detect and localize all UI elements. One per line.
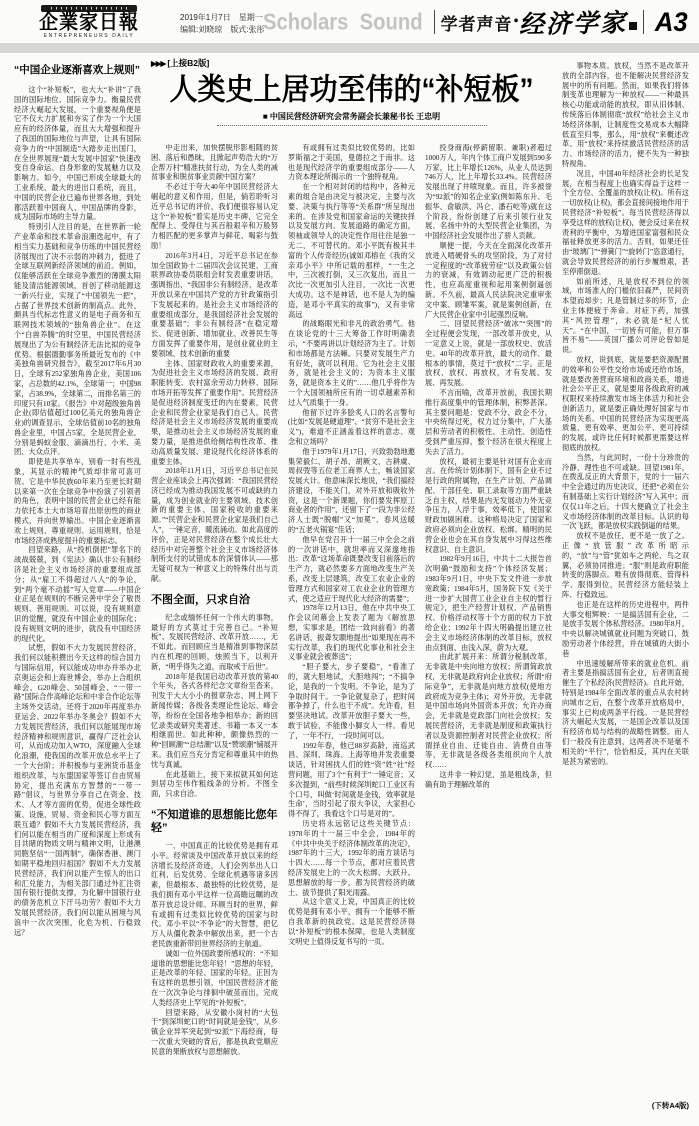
section-brand: 经济学家: [519, 10, 628, 39]
article-paragraph: 放权不是放任，更不是一放了之。正像“放管服”改革所昭示的，“放”与“管”犹如车之两轮、鸟之双翼，必须协同推进；“服”则是政府职能转变的落脚点。唯有放得彻底、管得科学、服得到位，民营经济方能轻装上阵、行稳致远。: [562, 532, 689, 600]
article-paragraph: 在一个相对封闭的结构中，各种元素的组合是由决定与被决定、主要与次要、决策与执行等等“关系群”所呈现出来的。在涉及党和国家命运的关键抉择以及发展方向、发展道路的确定方面，领袖或领导人的决定性作用往往是独一无二、不可替代的。邓小平既有极其丰富的个人传奇经历(诚如邓榕在《我的父亲邓小平》中所记载的那样，“一生之中，三次被打倒，又三次复出，而且一次比一次更加引人注目，一次比一次更大成功。这不是神话，也不是人为的编造，是邓小平真实的故事”)，又有非常高远: [288, 183, 415, 319]
article-paragraph: 2018年是我国启动改革开放的第40个年头，各式各样纪念文章纷至沓来，刊发于大大小小的报章杂志、网上网下新闻传媒；各级各类理论性论坛、峰会等，纷纷在全国各地争相举办；新的回忆录类或研究类著述、书籍一本又一本相继面世。如此种种，颇像热烈的一种“回顾潮”“总结潮”以及“赞颂潮”铺展开来。我们应当充分肯定和尊重其中的热忱与真诚。: [151, 672, 278, 769]
article-paragraph: 从这个意义上说，中国真正的比较优势是拥有邓小平，拥有一个能够不断自我革新的执政党。这是民营经济得以“补短板”的根本保障，也是人类制度文明史上值得反复书写的一页。: [288, 898, 415, 946]
byline-text: 中国民营经济研究会常务副会长兼秘书长 王忠明: [269, 112, 441, 121]
section-divider: [434, 10, 435, 34]
article-paragraph: 如前所述，凡是放权不到位的领域，市场准入的门槛依旧森严，民间资本望而却步；凡是管制过多的环节，企业主体便疲于奔命。对症下药，加强其“风控管理”，未必就是“杞人忧天”。“在中国，一切皆有可能，但万事皆不易”——英国广播公司评论曾如是说。: [562, 277, 689, 355]
masthead: [0, 0, 699, 42]
sidebar-article-body: [14, 86, 141, 938]
newspaper-logo-english: ENTREPRENEURS DAILY: [43, 33, 135, 39]
article-paragraph: 中迅速缓解所带来的就业危机。前者主要是指搞活国有企业，后者则直接催生了个私经济(民营经济)。自此开始，特别是1984年全面改革的重点从农村转向城市之后，在整个改革开放格局中，事实上已构成两条平行线。一是民营经济大崛起大发展，一是国企改革以及国有经济布局与结构的战略性调整。而人们一般没有注意到，这两者决不是毫不相关的“平行”，恰恰相反，其内在关联是甚为紧密的。: [562, 659, 689, 766]
weekly-badge-icon: [629, 22, 637, 30]
continued-arrows-icon: ▶▶▶: [151, 59, 166, 68]
article-column-2: [151, 144, 278, 1112]
article-paragraph: 二、回望民营经济“破冰”“突围”的全过程便会发现，一部改革开放史，从一定意义上说，就是一部放权史、放活史。40年的改革开放，最大的动作、最根本的事情，莫过于“放权”二字。正是放权、放权、再放权，才有发展、发展、再发展。: [425, 320, 552, 388]
article-column-4: [425, 144, 552, 1112]
newspaper-logo-block: [14, 5, 164, 39]
main-article-title: 人类史上居功至伟的“补短板”: [169, 72, 534, 107]
article-paragraph: 这个“补短板”，也大大“补讲”了我国的国际地位、国际竞争力。衡量民营经济大崛起大发展，一个重要视角便是它不仅大力扩展和夯实了作为一个大国应有的经济体量，而且大大增强和提升了我国的国际地位与声望，让具有国际竞争力的“中国制造”大踏步走出国门，在全世界展现“最大发展中国家”快速改变自身命运、自身形象的发展魅力以及影响力。如今，中国已形成全球最大的工业系统、最大的进出口系统，而且，中国的民营企业已遍布世界各地，到处都活跃着中国商人、中国品牌的身影，成为国际市场的主导力量。: [14, 86, 141, 222]
section-divider: [643, 10, 644, 34]
article-paragraph: 事物本质。放权，当然不是改革开放的全部内容，也不能解决民营经济发展中的所有问题。然而，如果我们将体制变革也理解为一种放权——一种最具核心功能或动能的放权，即从旧体制、传统落后体制彻底“放权”给社会主义市场经济体制，让制度性交易成本大幅降低直至归零，那么，用“放权”来概述改革、用“放权”来持续激活民营经济的活力、市场经济的活力，便不失为一种独特视角。: [562, 62, 689, 168]
date-editor-block: [180, 12, 264, 36]
newspaper-logo: 企業家日報: [38, 11, 139, 34]
article-paragraph: 他留下过许多脍炙人口的名言警句(比如“发展是硬道理”、“贫穷不是社会主义”)，难道不正涵盖着这样的意志、观念和立场吗？: [288, 408, 415, 446]
article-paragraph: 回望来路，从“投机倒把”罪名下的战战兢兢，到《宪法》确认非公有制经济是社会主义市场经济的重要组成部分；从“雇工不得超过八人”的争论，到“两个毫不动摇”写入党章——中国企业正是在规则的不断完善中学会了敬畏规则、善用规则。可以说，没有规则意识的觉醒，就没有中国企业的国际化；没有规则文明的进步，就没有中国经济的现代化。: [14, 546, 141, 643]
article-paragraph: 他于1979年1月17日，兴致勃勃地邀集荣毅仁、胡子昂、胡厥文、古耕虞、周叔弢等五位老工商界人士，畅谈国家发展大计。他意味深长地说，“我们搞经济建设，不能关门，对外开放和吸收外资，这是一个新课题，你们要发挥原工商业者的作用”，还留下了一段为非公经济人士既“脱帽”又“加冕”、春风送暖的“五老火锅宴”佳话；: [288, 447, 415, 535]
sidebar-article: [14, 62, 141, 1112]
header-divider-band: [0, 43, 699, 53]
article-paragraph: 诚如一位外国政要所感叹的：“不知道谁的思想能比您年轻！”思想的年轻，正是改革的年轻、国家的年轻。正因为有这样的思想引领，中国民营经济才能在一次次争论与徘徊中破茧而出，完成人类经济史上罕见的“补短板”。: [151, 949, 278, 1007]
continued-from-text: [上接B2版]: [167, 58, 210, 68]
article-column-3: [288, 144, 415, 1112]
article-paragraph: 在此基础上，接下来拟就其如何达到居功至伟作粗线条的分析。不图全面，只求自洽。: [151, 770, 278, 799]
editor-line: 编辑:刘晓琼 版式:张彤: [180, 25, 265, 34]
article-paragraph: 不必过于夸大40年中国民营经济大崛起的意义和作用，但是，倘若聆听习近平总书记的评价，我们便很容易认定这个“补短板”着实是历史丰碑，它完全配得上、受得住与其百般艰辛和万般努力相匹配的更多掌声与鲜花、喝彩与鼓励！: [151, 183, 278, 250]
main-headline-block: [151, 57, 552, 141]
page-number: A3: [655, 6, 689, 37]
article-paragraph: “胆子要大，步子要稳”，“看准了的，就大胆地试，大胆地闯”；“不搞争论，是我的一个发明。不争论，是为了争取时间干。一争论就复杂了，把时间都争掉了，什么也干不成”。允许看，但要坚决地试。改革开放胆子要大一些，敢于试验，不能像小脚女人一样。看见了，一年不行，一段时间可以。: [288, 663, 415, 740]
article-paragraph: 中走出来，加快摆脱形影相随的贫困、落后和愚昧，且掀起声势浩大的“万企帮万村”精准扶贫行动，为全人类的减贫事业和脱贫事业贡献中国方案？: [151, 144, 278, 182]
article-paragraph: 一、中国真正的比较优势是拥有邓小平。经常谈及中国改革开放以来的经济增长及经济奇迹，人们会列举出人口红利、后发优势、全球化机遇等诸多因素，但最根本、最独特的比较优势，是我们拥有邓小平这样一位高瞻远瞩的改革开放总设计师。环顾当时的世界，鲜有或拥有过类似比较优势的国家与时代。邓小平以“不争论”的大智慧，把亿万人从僵化教条中解放出来，把一个古老民族重新带回世界经济的主航道。: [151, 842, 278, 948]
article-paragraph: 主体、国家财政收入的重要来源，为促进社会主义市场经济的发展、政府职能转变、农村富余劳动力转移、国际市场开拓等发挥了重要作用”。民营经济是促进经济制度变迁的内在要素，民营企业和民营企业家是我们自己人。民营经济是社会主义市场经济发展的重要成果，是推动社会主义市场经济发展的重要力量，是推进供给侧结构性改革、推动高质量发展、建设现代化经济体系的重要主体。: [151, 359, 278, 466]
article-paragraph: 1978年12月13日，他在中共中央工作会议闭幕会上发表了题为《解放思想，实事求是，团结一致向前看》的著名讲话，振聋发聩地提出“如果现在再不实行改革，我们的现代化事业和社会主义事业就会被葬送”；: [288, 604, 415, 662]
section-title-chinese: 学者声音: [440, 14, 513, 34]
article-paragraph: 投身商海(停薪留职、兼职)者超过1000万人，年内个体工商户发展到590多万家，比上年增长126%，从业人员达到746万人，比上年增长33.4%。民营经济发展出现了井喷现象。而且，许多被誉为“92派”的知名企业家(例如陈东升、毛振华、俞敏洪、冯仑、潘石屹等)就在这个阶段，纷纷创建了后来引领行业发展、名扬中外的大型民营企业集团，为中国经济社会发展作出了骄人贡献。: [425, 144, 552, 241]
article-paragraph: 也正是在这样的历史进程中，两件大事交相辉映：一是搞活国有企业，二是放手发展个体私营经济。1980年8月，中央以解决城镇就业问题为突破口，鼓励劳动者个体经营，并在城镇的大街小巷: [562, 600, 689, 658]
article-paragraph: 历史将永远铭记这些关键节点：1978年的十一届三中全会，1984年的《中共中央关于经济体制改革的决定》，1987年的十三大，1992年的南方谈话与十四大……每一个节点，都对应着民营经济发展史上的一次大松绑、大跃升。思想解放的每一步，都为民营经济的破土、拔节提供了阳光雨露。: [288, 819, 415, 897]
byline-square-icon: ■: [262, 112, 268, 121]
continued-from-note: [151, 57, 552, 69]
article-paragraph: 1992年春，他已88岁高龄，南巡武昌、深圳、珠海、上海等地并发表重要谈话，针对困扰人们的姓“资”姓“社”经营问题，用了3个“有利于”一锤定音；又多次提到，“前些时候深圳蛇口工业区有个口号，叫做‘时间就是金钱，效率就是生命’，当时引起了很大争议，大家担心得不得了，我看这个口号是对的”。: [288, 741, 415, 819]
article-paragraph: 2016年3月4日，习近平总书记在参加全国政协十二届四次会议民建、工商联界政协委员联组会时发表重要讲话，强调指出，“我国非公有制经济，是改革开放以来在中国共产党的方针政策指引下发展起来的，是社会主义市场经济的重要组成部分，是我国经济社会发展的重要基础”；非公有制经济“在稳定增长、促进创新、增加就业、改善民生等方面发挥了重要作用，是创业就业的主要领域、技术创新的重要: [151, 251, 278, 358]
article-paragraph: 特别引人注目的是，在世界新一轮产业革命和技术革命浪潮迭起中，有了相当实力基础和竞争历练的中国民营经济展现出了决不示弱的冲刺力，挺进了全球互联网新经济领域的前沿。例如，仅能够活跃在全球竞争激烈的薄膜太阳能及清洁能源领域，首创了移动能源这一新兴行业，实现了“中国领先一把”，占据了世界技术创新的制高点。此外，颇具当代标志性意义的是电子商务和互联网技术领域的“独角兽企业”。在这个“白兽养腾”的时空里，中国民营经济展现出了为公有制经济无法比拟的竞争优势。根据德勤事务所最近发布的《中美独角兽研究报告》，截至2017年6月30日，全球有252家独角兽企业，美国106家，占总数的42.1%，全球第一；中国98家，占38.9%，全球第二，而排名第三的印度只有10家。《报告》中对超级独角兽企业(即估值超过100亿美元的独角兽企业)的调查显示，全球估值前10名的独角兽企业里，中国占5家，全是民营企业，分别是蚂蚁金服、滴滴出行、小米、美团、大众点评。: [14, 223, 141, 457]
article-paragraph: 试想，假如不大力发展民营经济，我们何以能积攒出今天这样的综合国力与国际信用，何以能成功申办并举办北京奥运会和上海世博会，举办上合组织峰会、G20峰会、50国峰会、“一带一路”国际合作高峰论坛和中非合作论坛等主场外交活动，还将于2020年再度举办亚运会、2022年举办冬奥会？假如不大力发展民营经济，我们何以能展现市场经济精神和规则意识，赢得广泛社会认可，从而成功加入WTO，深度融入全球化浪潮，使我国的改革开放总水平上了一个大台阶；并积极参与亚洲货币基金组织改革，与东盟国家等签订自由贸易协定，提出充满东方智慧的“一带一路”倡议，与世界分享自己在资金、技术、人才等方面的优势，促进全球性政策、设施、贸易、资金和民心等方面互联互通？假如不大力发展民营经济，我们何以能在相当的广度和深度上形成有目共睹的物质文明与精神文明，让港澳同胞坚信“一国两制”，确保香港、澳门如期平稳地回归祖国？假如不大力发展民营经济，我们何以能产生惊人的出口和汇兑能力，为相关部门通过外汇注资国有银行提供支撑，为化解中国银行业的债务危机立下汗马功劳？假如不大力发展民营经济，我们何以能从困境与风浪中一次次突围，化危为机、行稳致远？: [14, 644, 141, 937]
article-paragraph: 顺便一提，今天在全面深化改革开放进入啃硬骨头的攻坚阶段，为了对付一定程度的“改革疲劳症”以及政策公信力的衰减，有效调动起更广泛的积极性，也应高度重视和起用案例倒逼创新。不久前，最高人民法院决定重审张文中案、顾雏军案，就是案例创新，在广大民营企业家中引起强烈反响。: [425, 241, 552, 319]
article-paragraph: 即使是共享单车，别看一时有些乱象，其显示的精神气质却非常可喜可贺。它是中华民族60年来乃至更长时期以来第一次在全球竞争中扮演了引领者的角色，表明中国的民营企业已经有能力依托本土大市场培育出原创性的商业模式，并向世界输出。中国企业逐渐喜欢上规则、尊重规则、运用规则，恰是市场经济成熟度提升的重要标志。: [14, 458, 141, 545]
article-paragraph: 当然，与此同时，一份十分珍贵的冷静、理性也不可或缺。回望1981年，在拨乱反正的大背景下，党的十一届六中全会通过的历史决议，还把“必须在公有制基础上实行计划经济”写入其中；而仅仅11年之后，十四大便确立了社会主义市场经济体制的改革目标。认识的每一次飞跃，都是放权实践倒逼的结果。: [562, 453, 689, 531]
article-paragraph: 不言而喻，改革开放前，我国长期推行高度集中的管理体制，积弊甚深。其主要问题是：党政不分、政企不分，中央统得过死，权力过分集中，广大基层和劳动者的积极性、主动性、创造性受到严重压抑，整个经济在很大程度上失去了活力。: [425, 388, 552, 456]
article-paragraph: 他早在党召开十一届三中全会之前的一次讲话中，就坦率而又深邃地指出：改革“这场革命既要改变目前落后的生产力，就必然要多方面地改变生产关系，改变上层建筑，改变工农业企业的管理方式和国家对工农业企业的管理方式，使之适应于现代化大经济的需要”；: [288, 535, 415, 603]
article-paragraph: 2018年11月1日，习近平总书记在民营企业座谈会上再次强调：“我国民营经济已经成为推动我国发展不可或缺的力量，成为创业就业的主要领域、技术创新的重要主体、国家税收的重要来源。”“民营企业和民营企业家是我们自己人”，一锤定音，暖流涌动。如此高度的评价，正是对民营经济在整个成长壮大经历中对完善整个社会主义市场经济体制所支付的试错成本的深情体认——那无疑可视为一种意义上的特殊付出与贡献。: [151, 467, 278, 584]
section-title-english: Scholars Sound: [262, 8, 423, 35]
section-header: [256, 4, 689, 40]
article-subhead: “不知道谁的思想能比您年轻”: [151, 809, 278, 834]
section-dot: •: [513, 14, 519, 29]
continued-to-note: (下转A4版): [651, 1101, 689, 1110]
article-paragraph: 由此扩展开来：所谓分税制改革，无非就是中央向地方放权；所谓简政放权，无非就是政府向企业放权；所谓“府际竞争”，无非就是向地方放权(使地方政府成为竞争主体)；对外开放，无非就是中国市场向外国资本开放；允许办商会，无非就是党政部门向社会放权；发展民营经济，无非就是制度和政策执行者以及资源控制者对民营企业放权；所谓择业自由、迁徙自由、消费自由等等，无非就是各级各类组织向个人放权……: [425, 653, 552, 770]
sidebar-article-title: “中国企业逐渐喜欢上规则”: [14, 64, 140, 76]
article-paragraph: 有或拥有过类似比较优势的，比如罗斯福之于美国，曼德拉之于南非。这也是现代经济学的重要组成部分——人力资本理论所揭示的一个独特视角。: [288, 144, 415, 182]
article-paragraph: 1982年9月16日，中共十二大报告首次明确“鼓励和支持”个体经济发展；1983年9月1日，中央下发文件进一步放宽政策；1984年5月，国务院下发《关于进一步扩大国营工业企业自主权的暂行规定》，把生产经营计划权、产品销售权、价格浮动权等十个方面的权力下放给企业；1992年十四大明确提出建立社会主义市场经济体制的改革目标，放权由点到面、由浅入深，蔚为大观。: [425, 555, 552, 652]
article-paragraph: 这并非一种幻觉，虽是粗线条，但确有助于理解改革的: [425, 771, 552, 789]
byline: [217, 111, 487, 126]
article-paragraph: 放权，最初主要是针对国有企业而言。在传统计划体制下，国有企业不过是行政的附属物，在生产计划、产品调配、干部任免、职工录取等方面严重缺乏自主权，结果是内无发展动力外无竞争压力，人浮于事，效率低下，使国家财政加剧困难。这种格局决定了国家和政府必须向企业放权、松绑。精明的民营企业也会在其自身发展中习得这些维权意识、自主意识。: [425, 457, 552, 554]
article-column-5: [562, 62, 689, 1112]
article-paragraph: 况且，中国40年经济社会的长足发展，在相当程度上也确实得益于这样一个全方位、全覆盖的放权(让权)。所有这一切放权(让权)，都会直接间接地作用于民营经济“补短板”。每当民营经济得以享受这样的放权(让权)，便会反过来在权责利的平衡中，为增进国家富强和民众福祉释放更多的活力。否则，如果还任由“玻璃门”“弹簧门”“旋转门”恣意通行，就会导致民营经济的前行步履维艰，甚至停滞倒退。: [562, 169, 689, 276]
date-line: 2019年1月7日 星期一: [180, 13, 263, 22]
article-subhead: 不图全面，只求自洽: [151, 593, 250, 606]
article-paragraph: 纪念或缅怀任何一个伟大的事物，最好的方式莫过于完善自己。“补短板”、发展民营经济、改革开放……，无不如此。而回顾应当是精准到事物深层内在机理的回顾，烛照当下，以利开新，“明乎得失之道，而取戒于后世”。: [151, 613, 278, 671]
article-paragraph: 放权，说到底，就是要把资源配置的效率和公平性交给市场或还给市场，就是要改善营商环境和政商关系，增进社会公平正义，就是要用各级政府的减权限权来持续激发市场主体活力和社会创新活力，就是要正确处理好国家与市场的关系。中国的民营经济为实现更高质量、更有效率、更加公平、更可持续的发展，或许比任何时候都更需要这样彻底的放权。: [562, 355, 689, 453]
article-paragraph: 回望来路，从安徽小岗村的“大包干”到深圳蛇口的“时间就是金钱”，从乡镇企业异军突起到“92派”下海经商，每一次重大突破的背后，都是执政党顺应民意的果断放权与思想解放。: [151, 1008, 278, 1056]
article-paragraph: 的战略眼光和非凡的政治勇气。他在谈论党的十三大筹备工作时明确表示，“不要再讲以计划经济为主了。计划和市场都是方法嘛。只要对发展生产力有好处，就可以利用。它为社会主义服务，就是社会主义的；为资本主义服务，就是资本主义的”……他几乎将作为一个大国领袖所应有的一切卓越素养和过人气质集于一身。: [288, 320, 415, 407]
